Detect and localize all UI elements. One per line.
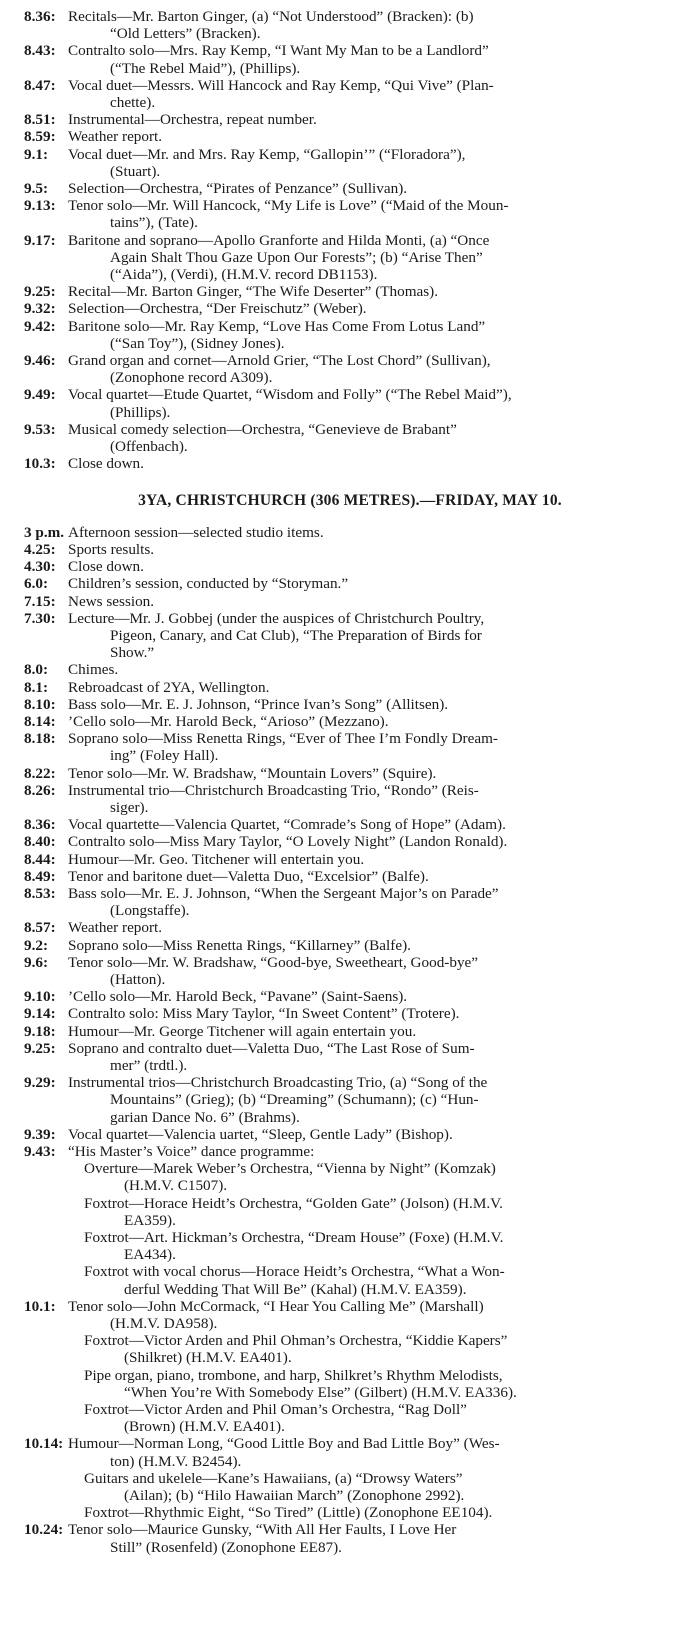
programme-entry [0, 455, 700, 472]
programme-entry [0, 386, 700, 420]
entry-description [68, 421, 700, 455]
dance-item [84, 1504, 700, 1521]
entry-time: 8.0: [24, 661, 49, 679]
entry-line: Tenor solo—John McCormack, “I Hear You Calling Me” (Marshall) [68, 1297, 484, 1315]
entry-line: Baritone solo—Mr. Ray Kemp, “Love Has Come From Lotus Land” [68, 317, 486, 335]
entry-line: Humour—Norman Long, “Good Little Boy and Bad Little Boy” (Wes- [68, 1435, 500, 1453]
programme-entry [0, 283, 700, 300]
entry-description [68, 713, 700, 730]
entry-line: Tenor solo—Mr. Will Hancock, “My Life is Love” (“Maid of the Moun- [68, 197, 509, 215]
programme-entry [0, 782, 700, 816]
entry-line: (Zonophone record A309). [110, 369, 273, 387]
programme-entry [0, 1143, 700, 1160]
entry-time: 8.22: [24, 764, 56, 782]
dance-item-description [84, 1229, 694, 1263]
entry-line: ’Cello solo—Mr. Harold Beck, “Pavane” (Saint-Saens). [68, 988, 408, 1006]
entry-line: Instrumental—Orchestra, repeat number. [68, 111, 317, 129]
programme-entry [0, 610, 700, 662]
entry-description [68, 455, 700, 472]
entry-line: Musical comedy selection—Orchestra, “Genevieve de Brabant” [68, 420, 457, 438]
entry-time: 9.10: [24, 988, 56, 1006]
programme-entry [0, 851, 700, 868]
entry-description [68, 885, 700, 919]
dance-programme-part-2 [0, 1332, 700, 1435]
entry-line: Afternoon session—selected studio items. [68, 523, 324, 541]
programme-entry-10-24 [0, 1521, 700, 1555]
dance-item-line: (Brown) (H.M.V. EA401). [124, 1418, 285, 1436]
entry-description [68, 1074, 700, 1126]
entry-line: (Offenbach). [110, 438, 188, 456]
entry-line: chette). [110, 94, 156, 112]
dance-programme-part-3 [0, 1470, 700, 1522]
entry-time: 9.1: [24, 145, 49, 163]
entry-time: 9.6: [24, 953, 49, 971]
entry-time: 9.49: [24, 386, 56, 404]
entry-line: (“San Toy”), (Sidney Jones). [110, 334, 285, 352]
dance-item [84, 1195, 700, 1229]
entry-line: Pigeon, Canary, and Cat Club), “The Preparation of Birds for [110, 626, 482, 644]
programme-entry [0, 954, 700, 988]
programme-entry-10-14 [0, 1435, 700, 1469]
dance-item-description [84, 1367, 694, 1401]
entry-time: 8.18: [24, 730, 56, 748]
entry-line: Contralto solo—Mrs. Ray Kemp, “I Want My Man to be a Landlord” [68, 42, 489, 60]
entry-line: Soprano and contralto duet—Valetta Duo, “The Last Rose of Sum- [68, 1039, 475, 1057]
entry-description [68, 782, 700, 816]
entry-time: 8.36: [24, 8, 56, 25]
entry-line: ing” (Foley Hall). [110, 747, 219, 765]
dance-item-line: EA434). [124, 1246, 176, 1264]
entry-line: Vocal quartet—Valencia uartet, “Sleep, Gentle Lady” (Bishop). [68, 1125, 453, 1143]
entry-line: Rebroadcast of 2YA, Wellington. [68, 678, 270, 696]
entry-description [68, 816, 700, 833]
entry-time: 9.13: [24, 197, 56, 215]
entry-line: Humour—Mr. George Titchener will again entertain you. [68, 1022, 417, 1040]
programme-entry [0, 885, 700, 919]
entry-description [68, 146, 700, 180]
programme-entry [0, 558, 700, 575]
entry-line: Instrumental trios—Christchurch Broadcasting Trio, (a) “Song of the [68, 1074, 488, 1092]
entry-description [68, 524, 700, 541]
entry-line: Tenor solo—Maurice Gunsky, “With All Her Faults, I Love Her [68, 1521, 457, 1539]
programme-entry [0, 111, 700, 128]
entry-time: 9.14: [24, 1005, 56, 1023]
dance-item-line: Pipe organ, piano, trombone, and harp, Shilkret’s Rhythm Melodists, [84, 1366, 503, 1384]
dance-item-description [84, 1332, 694, 1366]
entry-time: 8.10: [24, 695, 56, 713]
entry-time: 9.39: [24, 1125, 56, 1143]
entry-line: Still” (Rosenfeld) (Zonophone EE87). [110, 1538, 342, 1556]
entry-line: “His Master’s Voice” dance programme: [68, 1143, 315, 1160]
programme-entry [0, 42, 700, 76]
entry-line: Selection—Orchestra, “Pirates of Penzance” (Sullivan). [68, 180, 408, 198]
entry-line: garian Dance No. 6” (Brahms). [110, 1108, 300, 1126]
programme-section-2ya-continued [0, 0, 700, 472]
entry-description [68, 180, 700, 197]
entry-line: (Hatton). [110, 970, 166, 988]
programme-entry [0, 593, 700, 610]
entry-line: Bass solo—Mr. E. J. Johnson, “When the Sergeant Major’s on Parade” [68, 884, 499, 902]
programme-entry [0, 937, 700, 954]
dance-item [84, 1470, 700, 1504]
dance-item-line: Foxtrot—Horace Heidt’s Orchestra, “Golden Gate” (Jolson) (H.M.V. [84, 1194, 503, 1212]
entry-description [68, 833, 700, 850]
entry-line: Bass solo—Mr. E. J. Johnson, “Prince Ivan’s Song” (Allitsen). [68, 695, 449, 713]
programme-entry [0, 730, 700, 764]
dance-item [84, 1332, 700, 1366]
entry-line: Tenor solo—Mr. W. Bradshaw, “Good-bye, Sweetheart, Good-bye” [68, 953, 479, 971]
entry-time: 7.15: [24, 592, 56, 610]
entry-line: Grand organ and cornet—Arnold Grier, “The Lost Chord” (Sullivan), [68, 352, 491, 370]
entry-time: 9.18: [24, 1022, 56, 1040]
dance-item-line: derful Wedding That Will Be” (Kahal) (H.M.V. EA359). [124, 1280, 467, 1298]
programme-entry [0, 180, 700, 197]
entry-time: 9.17: [24, 231, 56, 249]
programme-entry [0, 1023, 700, 1040]
entry-description [68, 765, 700, 782]
programme-entry [0, 197, 700, 231]
dance-item-description [84, 1263, 694, 1297]
entry-description [68, 593, 700, 610]
dance-item [84, 1401, 700, 1435]
programme-section-3ya [0, 524, 700, 1161]
dance-item-line: EA359). [124, 1211, 176, 1229]
programme-entry [0, 833, 700, 850]
entry-line: Vocal duet—Messrs. Will Hancock and Ray Kemp, “Qui Vive” (Plan- [68, 76, 494, 94]
entry-time: 9.5: [24, 180, 49, 198]
dance-item-description [84, 1195, 694, 1229]
programme-entry [0, 1435, 700, 1469]
entry-time: 8.53: [24, 884, 56, 902]
entry-line: Mountains” (Grieg); (b) “Dreaming” (Schumann); (c) “Hun- [110, 1091, 479, 1109]
entry-time: 10.14: [24, 1435, 64, 1453]
programme-entry [0, 146, 700, 180]
entry-time: 8.14: [24, 712, 56, 730]
entry-description [68, 1023, 700, 1040]
entry-line: Show.” [110, 644, 155, 662]
entry-description [68, 352, 700, 386]
entry-time: 9.43: [24, 1143, 56, 1160]
entry-line: “Old Letters” (Bracken). [110, 25, 261, 43]
programme-entry [0, 524, 700, 541]
programme-entry [0, 1298, 700, 1332]
dance-item-line: (Shilkret) (H.M.V. EA401). [124, 1349, 292, 1367]
dance-item-line: Foxtrot—Victor Arden and Phil Ohman’s Orchestra, “Kiddie Kapers” [84, 1332, 508, 1350]
entry-description [68, 1126, 700, 1143]
entry-time: 9.25: [24, 1039, 56, 1057]
entry-line: Weather report. [68, 128, 163, 146]
entry-line: Again Shalt Thou Gaze Upon Our Forests”; (b) “Arise Then” [110, 248, 483, 266]
entry-time: 8.57: [24, 919, 56, 937]
programme-entry [0, 661, 700, 678]
entry-line: News session. [68, 592, 155, 610]
entry-description [68, 696, 700, 713]
entry-line: Recitals—Mr. Barton Ginger, (a) “Not Understood” (Bracken): (b) [68, 8, 474, 25]
programme-entry [0, 919, 700, 936]
entry-description [68, 661, 700, 678]
entry-line: ’Cello solo—Mr. Harold Beck, “Arioso” (Mezzano). [68, 712, 389, 730]
entry-time: 8.44: [24, 850, 56, 868]
entry-description [68, 1435, 700, 1469]
entry-description [68, 558, 700, 575]
dance-item [84, 1160, 700, 1194]
entry-description [68, 541, 700, 558]
entry-line: tains”), (Tate). [110, 214, 198, 232]
entry-description [68, 730, 700, 764]
entry-time: 9.32: [24, 300, 56, 318]
entry-time: 10.1: [24, 1297, 56, 1315]
entry-line: Recital—Mr. Barton Ginger, “The Wife Deserter” (Thomas). [68, 283, 439, 301]
dance-item-line: Foxtrot with vocal chorus—Horace Heidt’s Orchestra, “What a Won- [84, 1263, 505, 1281]
entry-line: (H.M.V. DA958). [110, 1315, 218, 1333]
entry-time: 9.25: [24, 283, 56, 301]
programme-entry [0, 713, 700, 730]
entry-time: 9.42: [24, 317, 56, 335]
entry-time: 8.49: [24, 867, 56, 885]
entry-line: Vocal duet—Mr. and Mrs. Ray Kemp, “Gallopin’” (“Floradora”), [68, 145, 466, 163]
dance-item [84, 1367, 700, 1401]
entry-description [68, 868, 700, 885]
entry-time: 8.47: [24, 76, 56, 94]
entry-description [68, 1521, 700, 1555]
station-heading: 3YA, CHRISTCHURCH (306 METRES).—FRIDAY, MAY 10. [138, 492, 562, 510]
programme-entry [0, 128, 700, 145]
entry-description [68, 8, 700, 42]
entry-line: Tenor solo—Mr. W. Bradshaw, “Mountain Lovers” (Squire). [68, 764, 437, 782]
entry-line: (Longstaffe). [110, 902, 190, 920]
entry-description [68, 937, 700, 954]
entry-description [68, 1298, 700, 1332]
entry-line: Close down. [68, 558, 144, 576]
dance-item-line: Foxtrot—Art. Hickman’s Orchestra, “Dream House” (Foxe) (H.M.V. [84, 1229, 504, 1247]
entry-description [68, 128, 700, 145]
entry-line: Lecture—Mr. J. Gobbej (under the auspices of Christchurch Poultry, [68, 609, 485, 627]
entry-time: 8.43: [24, 42, 56, 60]
entry-line: Vocal quartette—Valencia Quartet, “Comrade’s Song of Hope” (Adam). [68, 816, 506, 834]
entry-description [68, 386, 700, 420]
entry-time: 8.40: [24, 833, 56, 851]
entry-description [68, 111, 700, 128]
entry-description [68, 232, 700, 284]
entry-line: mer” (trdtl.). [110, 1056, 188, 1074]
entry-time: 4.25: [24, 540, 56, 558]
entry-description [68, 851, 700, 868]
dance-item-line: Foxtrot—Rhythmic Eight, “So Tired” (Little) (Zonophone EE104). [84, 1504, 493, 1522]
entry-line: Baritone and soprano—Apollo Granforte and Hilda Monti, (a) “Once [68, 231, 490, 249]
programme-entry [0, 679, 700, 696]
programme-entry [0, 352, 700, 386]
dance-item-description [84, 1160, 694, 1194]
dance-item-line: (H.M.V. C1507). [124, 1177, 228, 1195]
dance-item-line: (Ailan); (b) “Hilo Hawaiian March” (Zonophone 2992). [124, 1487, 465, 1505]
entry-description [68, 575, 700, 592]
entry-line: (“The Rebel Maid”), (Phillips). [110, 59, 301, 77]
entry-line: Soprano solo—Miss Renetta Rings, “Ever of Thee I’m Fondly Dream- [68, 730, 498, 748]
entry-description [68, 42, 700, 76]
entry-time: 8.59: [24, 128, 56, 146]
entry-line: (Phillips). [110, 403, 171, 421]
programme-entry [0, 77, 700, 111]
entry-line: (“Aida”), (Verdi), (H.M.V. record DB1153). [110, 266, 378, 284]
programme-entry [0, 318, 700, 352]
programme-entry [0, 816, 700, 833]
entry-description [68, 679, 700, 696]
entry-description [68, 77, 700, 111]
entry-time: 3 p.m. [24, 523, 65, 541]
programme-entry [0, 8, 700, 42]
entry-description [68, 919, 700, 936]
programme-entry-10-1 [0, 1298, 700, 1332]
entry-line: Vocal quartet—Etude Quartet, “Wisdom and Folly” (“The Rebel Maid”), [68, 386, 512, 404]
dance-item-description [84, 1401, 694, 1435]
dance-item [84, 1229, 700, 1263]
entry-line: Soprano solo—Miss Renetta Rings, “Killarney” (Balfe). [68, 936, 411, 954]
entry-time: 9.46: [24, 352, 56, 370]
entry-line: Contralto solo: Miss Mary Taylor, “In Sweet Content” (Trotere). [68, 1005, 460, 1023]
entry-time: 9.2: [24, 936, 49, 954]
dance-item-description [84, 1504, 694, 1521]
programme-entry [0, 868, 700, 885]
entry-time: 7.30: [24, 609, 56, 627]
entry-line: Contralto solo—Miss Mary Taylor, “O Lovely Night” (Landon Ronald). [68, 833, 508, 851]
programme-entry [0, 988, 700, 1005]
entry-line: ton) (H.M.V. B2454). [110, 1452, 242, 1470]
entry-description [68, 954, 700, 988]
entry-time: 10.24: [24, 1521, 64, 1539]
dance-programme-part-1 [0, 1160, 700, 1298]
dance-item-line: Foxtrot—Victor Arden and Phil Oman’s Orchestra, “Rag Doll” [84, 1401, 467, 1419]
programme-entry [0, 1126, 700, 1143]
programme-entry [0, 1521, 700, 1555]
entry-line: Close down. [68, 455, 144, 473]
dance-item-line: Overture—Marek Weber’s Orchestra, “Vienna by Night” (Komzak) [84, 1160, 496, 1178]
programme-entry [0, 421, 700, 455]
programme-entry [0, 1005, 700, 1022]
entry-time: 8.26: [24, 781, 56, 799]
entry-line: (Stuart). [110, 162, 161, 180]
dance-item-line: “When You’re With Somebody Else” (Gilbert) (H.M.V. EA336). [124, 1383, 517, 1401]
entry-description [68, 283, 700, 300]
entry-line: Tenor and baritone duet—Valetta Duo, “Excelsior” (Balfe). [68, 867, 429, 885]
entry-time: 8.51: [24, 111, 56, 129]
programme-entry [0, 541, 700, 558]
entry-description [68, 318, 700, 352]
entry-time: 9.29: [24, 1074, 56, 1092]
entry-time: 8.1: [24, 678, 49, 696]
programme-entry [0, 232, 700, 284]
dance-item-description [84, 1470, 694, 1504]
entry-time: 6.0: [24, 575, 49, 593]
entry-line: Selection—Orchestra, “Der Freischutz” (Weber). [68, 300, 367, 318]
entry-description [68, 988, 700, 1005]
entry-description [68, 300, 700, 317]
entry-line: Humour—Mr. Geo. Titchener will entertain you. [68, 850, 365, 868]
programme-entry [0, 1074, 700, 1126]
entry-description [68, 197, 700, 231]
entry-line: Instrumental trio—Christchurch Broadcasting Trio, “Rondo” (Reis- [68, 781, 479, 799]
entry-time: 10.3: [24, 455, 56, 473]
entry-line: Weather report. [68, 919, 163, 937]
entry-time: 8.36: [24, 816, 56, 834]
entry-time: 9.53: [24, 420, 56, 438]
programme-entry [0, 1040, 700, 1074]
entry-description [68, 1005, 700, 1022]
entry-description [68, 1040, 700, 1074]
entry-line: Chimes. [68, 661, 119, 679]
entry-description [68, 1143, 700, 1160]
programme-entry [0, 575, 700, 592]
entry-line: siger). [110, 798, 149, 816]
dance-item [84, 1263, 700, 1297]
programme-entry [0, 765, 700, 782]
dance-item-line: Guitars and ukelele—Kane’s Hawaiians, (a) “Drowsy Waters” [84, 1469, 463, 1487]
programme-entry [0, 696, 700, 713]
entry-time: 4.30: [24, 558, 56, 576]
entry-description [68, 610, 700, 662]
entry-line: Sports results. [68, 540, 155, 558]
programme-entry [0, 300, 700, 317]
entry-line: Children’s session, conducted by “Storyman.” [68, 575, 349, 593]
